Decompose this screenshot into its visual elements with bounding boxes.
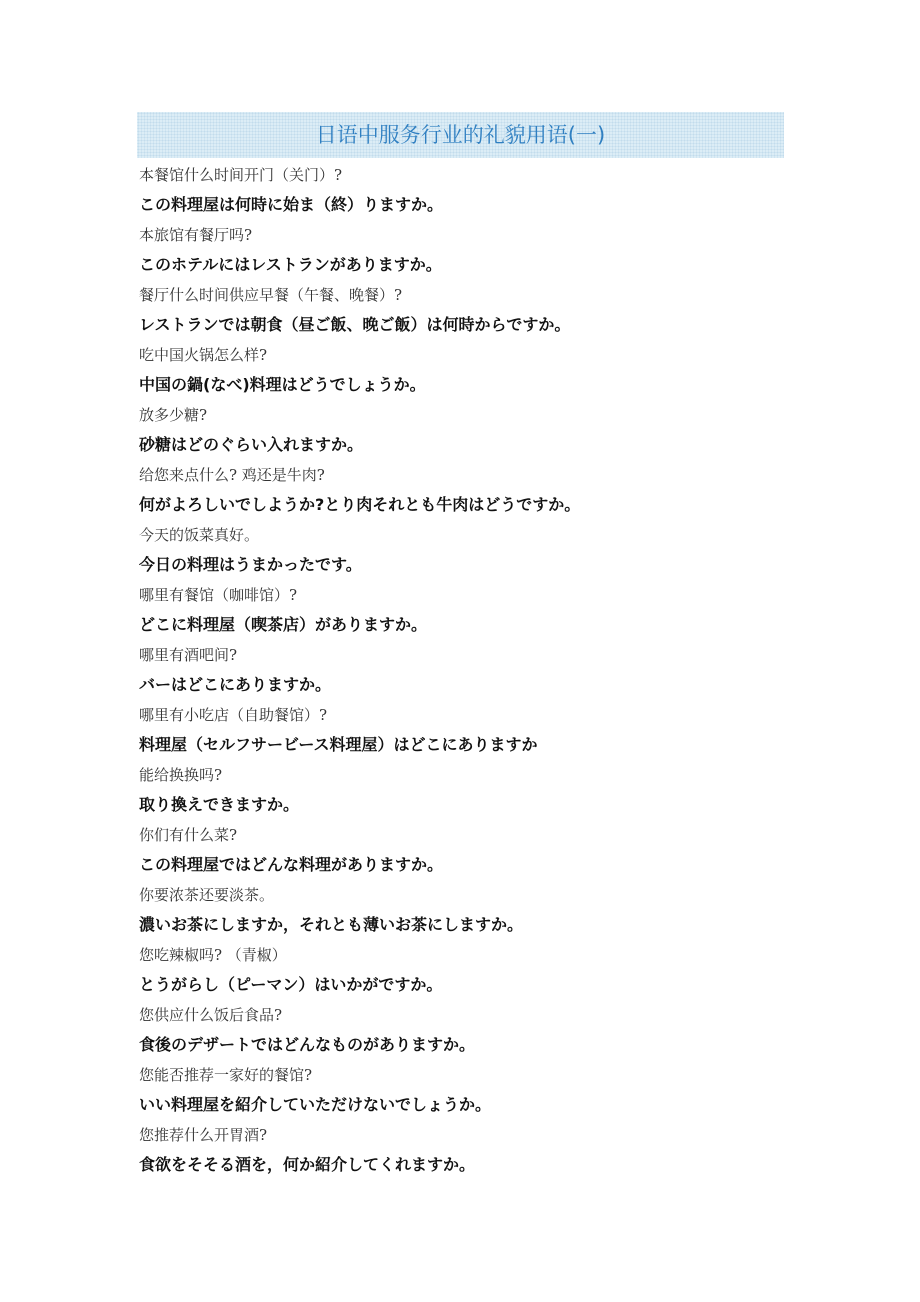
japanese-phrase: この料理屋は何時に始ま（終）りますか。 [139, 195, 444, 214]
japanese-phrase: 中国の鍋(なべ)料理はどうでしょうか。 [139, 375, 426, 394]
japanese-phrase: 濃いお茶にしますか，それとも薄いお茶にしますか。 [139, 915, 524, 934]
japanese-phrase: とうがらし（ピーマン）はいかがですか。 [139, 975, 443, 994]
phrase-list [139, 160, 859, 1180]
japanese-phrase: バーはどこにありますか。 [139, 675, 332, 694]
chinese-phrase: 本餐馆什么时间开门（关门）? [139, 166, 343, 184]
chinese-phrase: 您推荐什么开胃酒? [139, 1126, 268, 1144]
japanese-phrase: 料理屋（セルフサービース料理屋）はどこにありますか [139, 735, 538, 754]
japanese-phrase: 食後のデザートではどんなものがありますか。 [139, 1035, 476, 1054]
chinese-phrase: 您吃辣椒吗? （青椒） [139, 946, 287, 964]
chinese-phrase: 能给换换吗? [139, 766, 223, 784]
chinese-phrase: 放多少糖? [139, 406, 208, 424]
chinese-phrase: 您能否推荐一家好的餐馆? [139, 1066, 313, 1084]
chinese-phrase: 您供应什么饭后食品? [139, 1006, 283, 1024]
japanese-phrase: このホテルにはレストランがありますか。 [139, 255, 442, 274]
chinese-phrase: 哪里有小吃店（自助餐馆）? [139, 706, 328, 724]
japanese-phrase: レストランでは朝食（昼ご飯、晚ご飯）は何時からですか。 [139, 315, 571, 334]
chinese-phrase: 吃中国火锅怎么样? [139, 346, 268, 364]
chinese-phrase: 哪里有酒吧间? [139, 646, 238, 664]
japanese-phrase: どこに料理屋（喫茶店）がありますか。 [139, 615, 428, 634]
japanese-phrase: 何がよろしいでしようか?とり肉それとも牛肉はどうですか。 [139, 495, 581, 514]
japanese-phrase: この料理屋ではどんな料理がありますか。 [139, 855, 444, 874]
chinese-phrase: 给您来点什么? 鸡还是牛肉? [139, 466, 325, 484]
japanese-phrase: 今日の料理はうまかったです。 [139, 555, 362, 574]
title-banner [137, 112, 784, 158]
chinese-phrase: 今天的饭菜真好。 [139, 526, 260, 544]
japanese-phrase: いい料理屋を紹介していただけないでしょうか。 [139, 1095, 492, 1114]
japanese-phrase: 食欲をそそる酒を，何か紹介してくれますか。 [139, 1155, 476, 1174]
chinese-phrase: 哪里有餐馆（咖啡馆）? [139, 586, 298, 604]
chinese-phrase: 你要浓茶还要淡茶。 [139, 886, 275, 904]
page-title: 日语中服务行业的礼貌用语(一) [315, 123, 606, 147]
japanese-phrase: 取り換えできますか。 [139, 795, 300, 814]
chinese-phrase: 餐厅什么时间供应早餐（午餐、晚餐）? [139, 286, 403, 304]
japanese-phrase: 砂糖はどのぐらい入れますか。 [139, 435, 364, 454]
chinese-phrase: 本旅馆有餐厅吗? [139, 226, 253, 244]
chinese-phrase: 你们有什么菜? [139, 826, 238, 844]
